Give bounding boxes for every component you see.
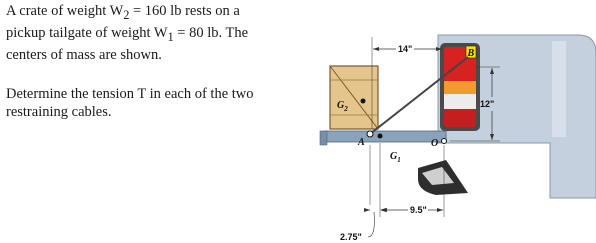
g1-marker <box>378 134 383 139</box>
tail-light-white <box>444 94 476 109</box>
point-a-label: A <box>358 137 365 148</box>
dim-12-label: 12" <box>480 99 495 109</box>
dim-2-75-arrow-right <box>380 208 386 212</box>
given-line-1: A crate of weight W <box>6 3 124 19</box>
point-b-label: B <box>467 48 475 59</box>
tail-light-red-lower <box>444 109 476 127</box>
tail-light-orange <box>444 81 476 94</box>
g2-marker <box>361 99 366 104</box>
dim-9-5-arrow-right <box>437 208 443 212</box>
given-line-2: pickup tailgate of weight W <box>6 24 168 41</box>
dim-2-75-arrow-left <box>364 208 370 212</box>
w1-subscript: 1 <box>167 29 174 44</box>
dim-2-75-leader <box>368 212 374 237</box>
truck-body-highlight <box>552 41 566 137</box>
dim-14-arrow-left <box>373 47 379 51</box>
point-o-label: O <box>431 138 439 149</box>
g1-label: $G_1$ <box>390 151 401 164</box>
dim-2-75-label: 2.75" <box>340 232 362 242</box>
problem-statement <box>6 2 306 121</box>
tailgate-edge <box>320 131 327 145</box>
given-line-3: centers of mass are shown. <box>6 46 162 63</box>
question-line-2: restraining cables. <box>6 103 112 120</box>
dim-9-5-label: 9.5" <box>410 205 427 215</box>
given-line-2-rest: = 80 lb. The <box>173 24 249 41</box>
question-line-1: Determine the tension T in each of the two <box>6 85 254 102</box>
figure-svg <box>316 33 596 243</box>
given-line-1-rest: = 160 lb rests on a <box>129 3 240 19</box>
g2-label: $G_2$ <box>337 100 348 113</box>
problem-given <box>6 2 306 64</box>
tailgate <box>324 131 446 142</box>
w2-subscript: 2 <box>123 7 130 22</box>
dim-14-label: 14" <box>398 44 413 54</box>
pivot-a <box>367 131 373 137</box>
problem-question <box>6 85 306 121</box>
tailgate-figure <box>316 33 596 243</box>
pivot-o <box>442 139 447 144</box>
